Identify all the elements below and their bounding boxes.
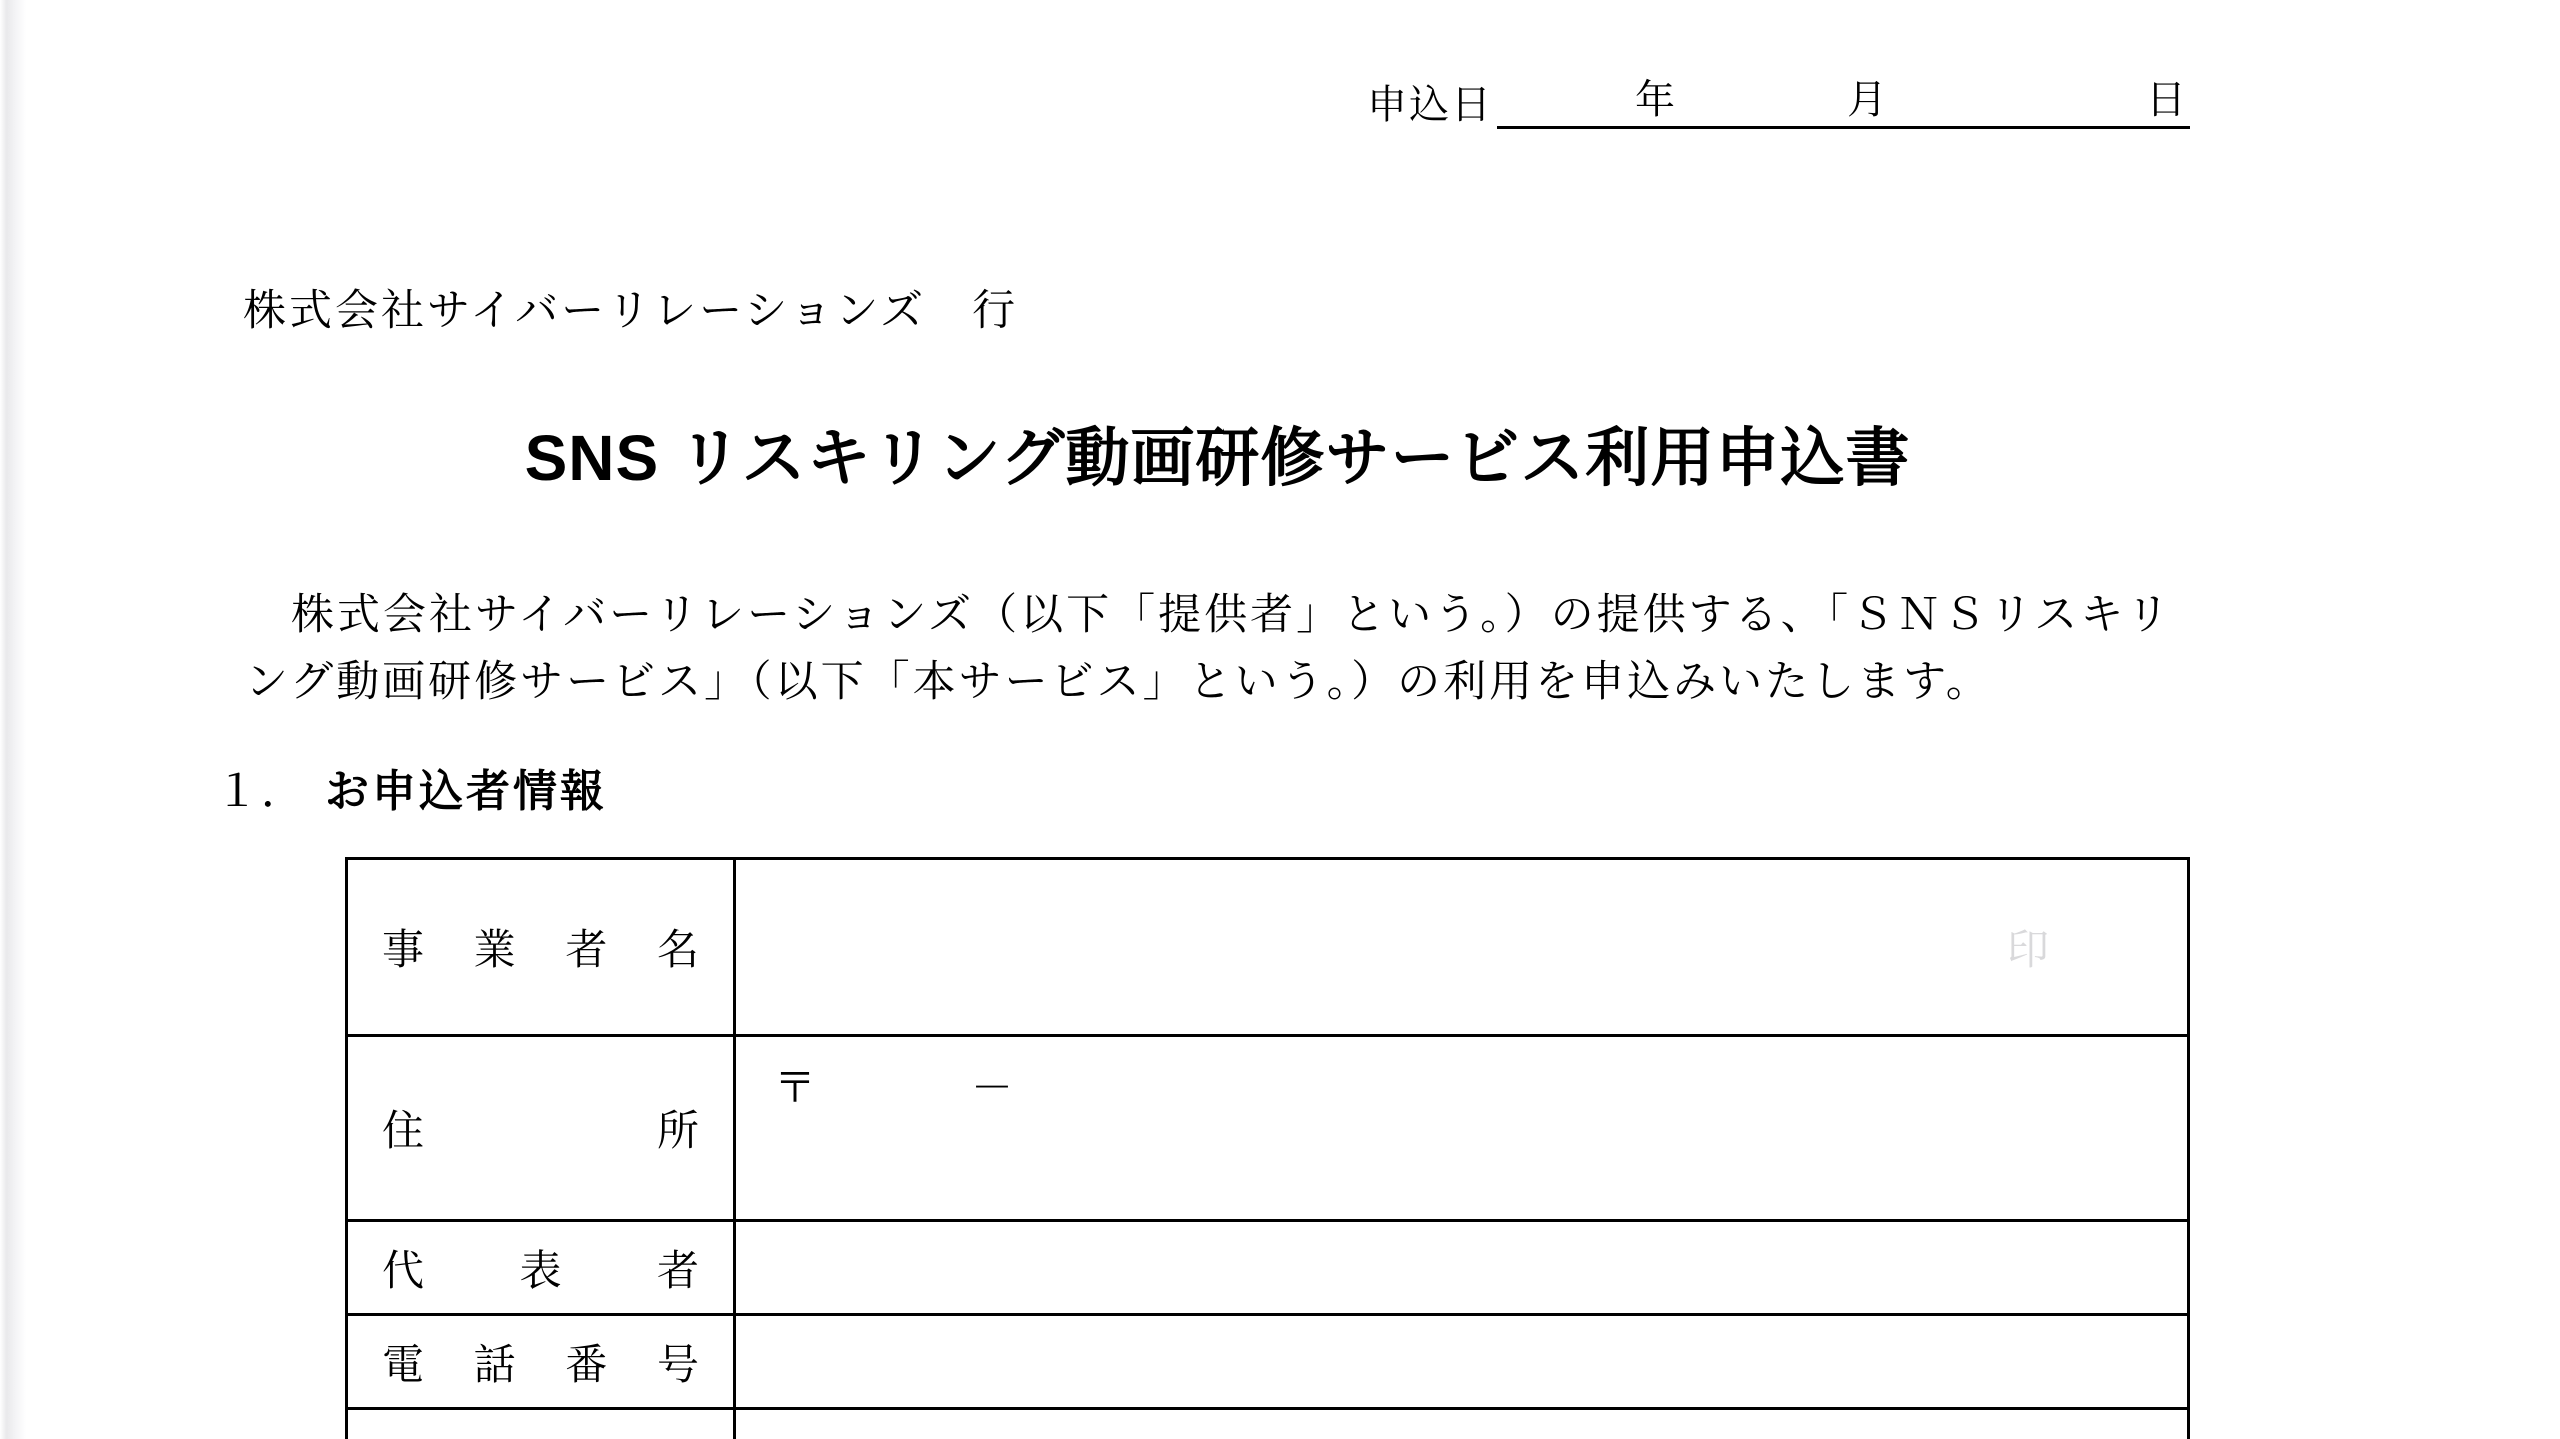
label-cell-next [348, 1410, 736, 1439]
section-number: １． [215, 767, 307, 816]
recipient-line: 株式会社サイバーリレーションズ 行 [243, 287, 1019, 335]
intro-line-1: 株式会社サイバーリレーションズ（以下「提供者」という。）の提供する、「ＳＮＳリスキリ [245, 591, 2173, 639]
label-cell-business-name [348, 860, 736, 1034]
document-title: SNS リスキリング動画研修サービス利用申込書 [524, 422, 1911, 494]
value-cell-next[interactable] [736, 1410, 2187, 1439]
label-cell-address [348, 1037, 736, 1219]
month-label: 月 [1847, 78, 1887, 122]
value-cell-phone[interactable] [736, 1316, 2187, 1407]
application-date-label: 申込日 [1367, 83, 1493, 127]
year-label: 年 [1635, 78, 1675, 122]
value-cell-business-name[interactable] [736, 860, 2187, 1034]
table-row-representative [348, 1222, 2187, 1316]
representative-label: 代表者 [382, 1246, 699, 1294]
table-row-business-name [348, 860, 2187, 1037]
value-cell-address[interactable] [736, 1037, 2187, 1219]
address-label: 住所 [382, 1107, 699, 1154]
label-cell-representative [348, 1222, 736, 1313]
postal-mark: 〒 [774, 1064, 817, 1111]
application-date-line [1367, 78, 2190, 129]
phone-label: 電話番号 [382, 1340, 699, 1388]
business-name-label: 事業者名 [382, 926, 699, 973]
section-1-heading [215, 762, 607, 822]
table-row-phone [348, 1316, 2187, 1410]
label-cell-phone [348, 1316, 736, 1407]
postal-dash: － [971, 1064, 1014, 1111]
section-title: お申込者情報 [325, 767, 607, 816]
day-label: 日 [2146, 78, 2186, 122]
postal-code-line [774, 1055, 1013, 1115]
application-date-underline[interactable] [1497, 78, 2190, 129]
seal-placeholder: 印 [2006, 926, 2049, 973]
value-cell-representative[interactable] [736, 1222, 2187, 1313]
page-edge-shade [0, 0, 26, 1439]
applicant-table [345, 857, 2190, 1439]
table-row-next-clipped [348, 1410, 2187, 1439]
table-row-address [348, 1037, 2187, 1222]
intro-paragraph [245, 582, 2172, 716]
intro-line-2: ング動画研修サービス」（以下「本サービス」という。）の利用を申込みいたします。 [245, 658, 1992, 706]
